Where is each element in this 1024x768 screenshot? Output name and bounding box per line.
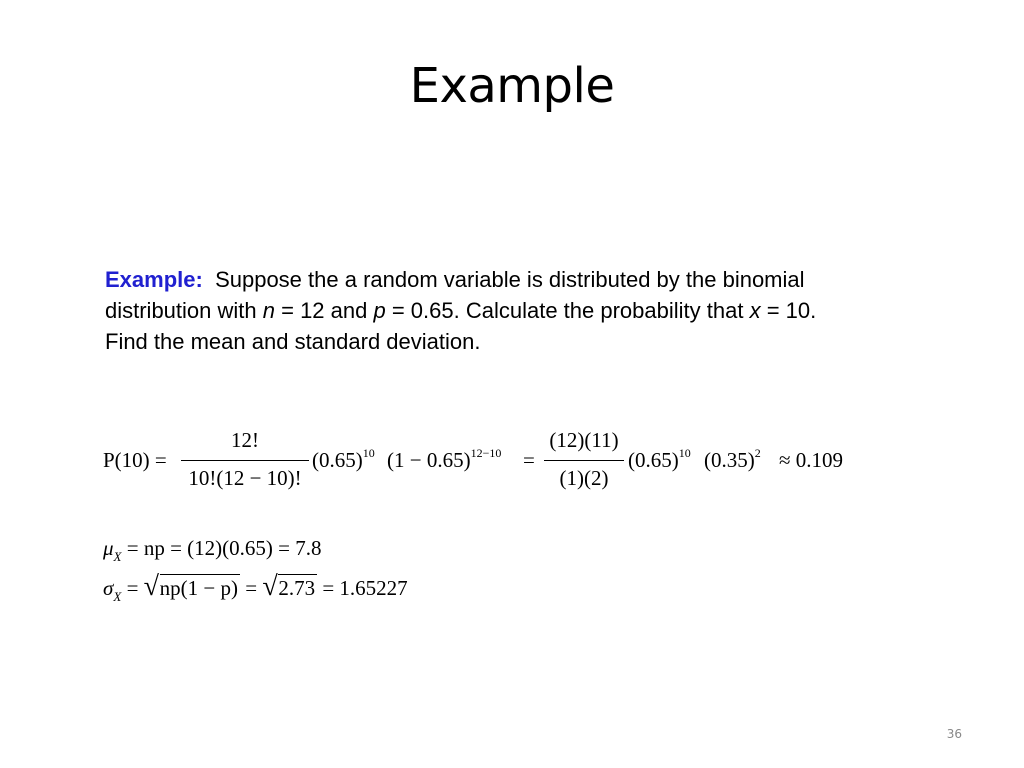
- mean-expression: = np = (12)(0.65) = 7.8: [121, 536, 322, 560]
- slide-title: Example: [409, 58, 615, 114]
- problem-text-1: Suppose the a random variable is distributed by the binomial distribution with: [105, 267, 805, 323]
- sqrt-1: [143, 571, 240, 602]
- frac1-denominator: 10!(12 − 10)!: [188, 466, 302, 490]
- problem-text-4: = 10. Find the mean and standard deviation.: [105, 298, 817, 354]
- sd-subscript: X: [113, 589, 122, 604]
- frac1-numerator: 12!: [231, 428, 259, 452]
- frac2-numerator: (12)(11): [549, 428, 619, 452]
- frac2-denominator: (1)(2): [559, 466, 609, 490]
- sd-eq2: =: [240, 576, 263, 600]
- mean-subscript: X: [113, 549, 122, 564]
- prob-equals: =: [523, 448, 535, 472]
- sd-equation: [103, 571, 408, 604]
- term1: $(0.65)^{10}$: [312, 446, 375, 472]
- sd-eq1: =: [121, 576, 144, 600]
- sigma-symbol: σ: [103, 576, 114, 600]
- term4: $(0.35)^2$: [704, 446, 761, 472]
- sqrt-2: [262, 571, 317, 602]
- mean-equation: [103, 536, 322, 564]
- term2: $(1 - 0.65)^{12-10}$: [387, 446, 502, 472]
- mu-symbol: μ: [103, 536, 114, 560]
- sqrt-icon: √: [143, 571, 160, 602]
- frac1-line: [181, 460, 309, 461]
- page-number: 36: [946, 727, 962, 741]
- sd-result: = 1.65227: [317, 576, 408, 600]
- radicand-1: np(1 − p): [159, 576, 238, 600]
- prob-result: ≈ 0.109: [779, 448, 844, 472]
- var-n: n: [262, 298, 275, 323]
- var-p: p: [373, 298, 386, 323]
- term3: $(0.65)^{10}$: [628, 446, 691, 472]
- radicand-2: 2.73: [278, 576, 316, 600]
- var-x: x: [749, 298, 761, 323]
- sqrt-icon: √: [262, 571, 278, 602]
- problem-lead: Example:: [105, 267, 203, 292]
- problem-text-3: = 0.65. Calculate the probability that: [385, 298, 750, 323]
- problem-text-2: = 12 and: [275, 298, 374, 323]
- problem-statement: [105, 264, 845, 357]
- frac2-line: [544, 460, 624, 461]
- prob-lhs: P(10) =: [103, 448, 167, 472]
